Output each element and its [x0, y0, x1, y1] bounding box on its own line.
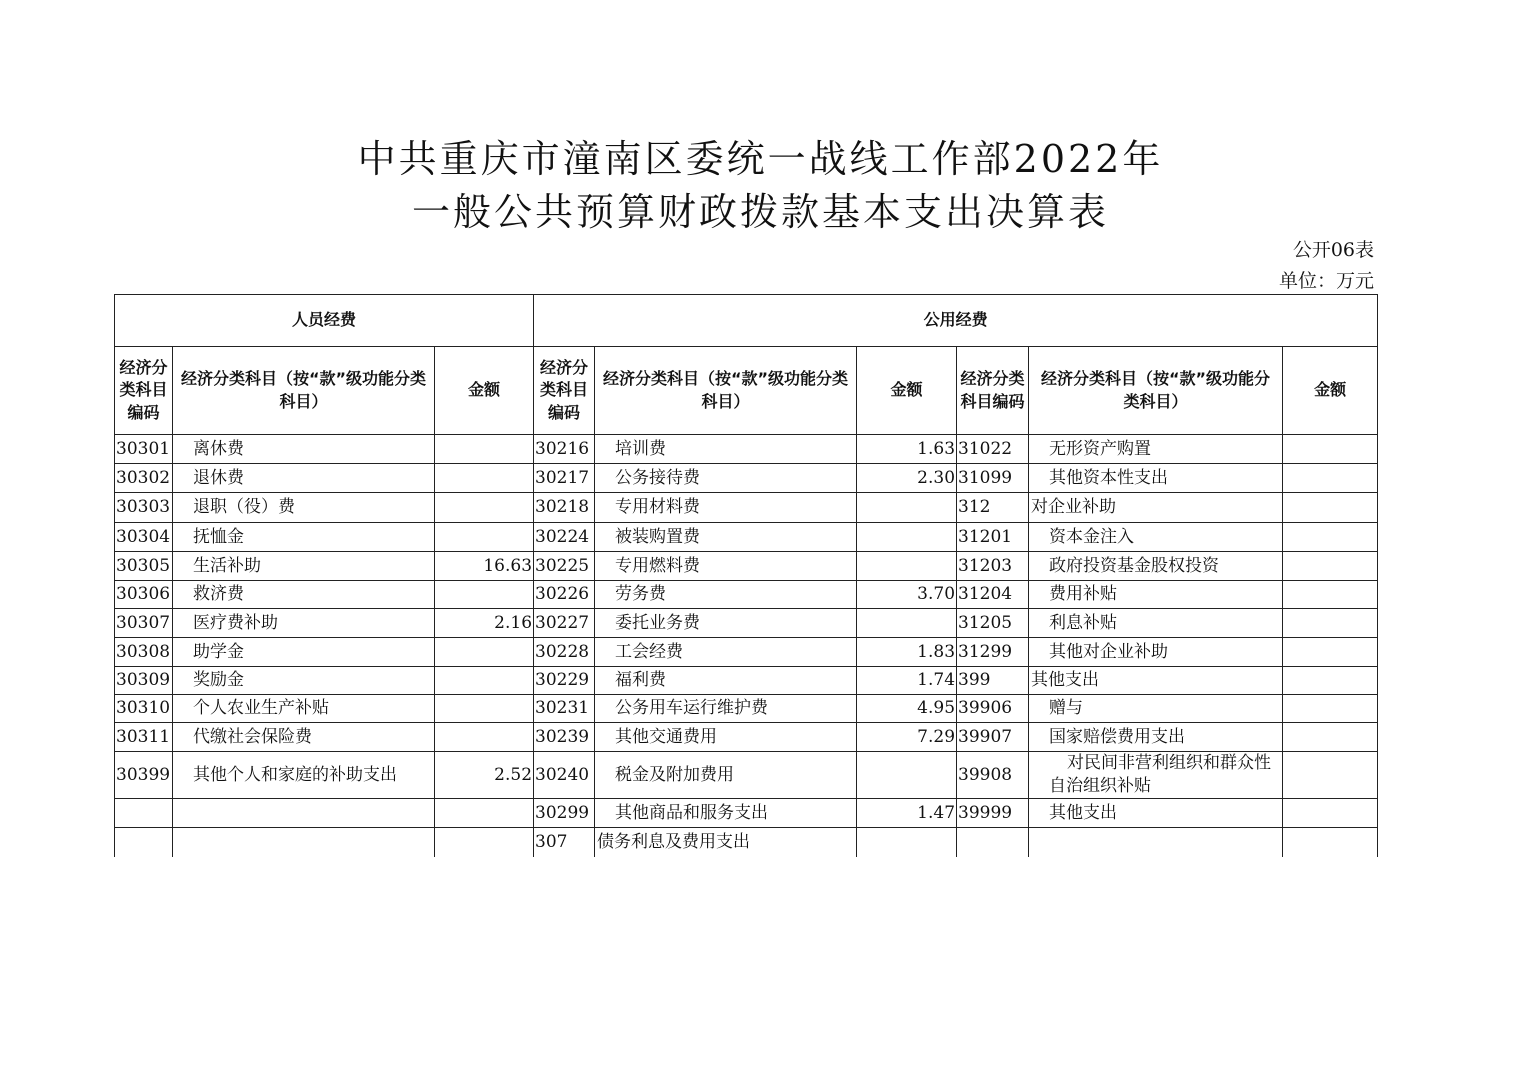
personnel-name-cell: 退职（役）费 [173, 493, 435, 523]
table-row [115, 723, 1378, 752]
public-a-code-cell: 30216 [534, 435, 595, 464]
public-b-code-cell: 31299 [957, 638, 1029, 667]
public-a-amount-cell: 1.83 [857, 638, 957, 667]
public-a-code-cell: 30217 [534, 464, 595, 493]
public-a-name-cell: 公务接待费 [595, 464, 857, 493]
public-a-amount-cell: 1.63 [857, 435, 957, 464]
public-b-amount-cell [1283, 609, 1378, 638]
amount-header: 金额 [857, 347, 957, 435]
personnel-code-cell [115, 828, 173, 857]
amount-header: 金额 [1283, 347, 1378, 435]
form-number: 公开06表 [1292, 239, 1374, 261]
personnel-name-cell: 抚恤金 [173, 523, 435, 552]
table-row [115, 799, 1378, 828]
personnel-amount-cell [435, 435, 534, 464]
personnel-amount-cell: 2.52 [435, 752, 534, 799]
public-a-code-cell: 307 [534, 828, 595, 857]
public-a-name-cell: 被装购置费 [595, 523, 857, 552]
public-a-amount-cell: 3.70 [857, 581, 957, 609]
table-row [115, 752, 1378, 799]
public-a-code-cell: 30228 [534, 638, 595, 667]
column-header-row [115, 347, 1378, 435]
personnel-code-cell: 30307 [115, 609, 173, 638]
table-row [115, 828, 1378, 857]
table-row [115, 552, 1378, 581]
public-a-code-cell: 30231 [534, 695, 595, 723]
personnel-name-cell: 救济费 [173, 581, 435, 609]
public-b-name-cell: 利息补贴 [1029, 609, 1283, 638]
public-a-code-cell: 30239 [534, 723, 595, 752]
public-a-amount-cell [857, 552, 957, 581]
public-b-name-cell: 对民间非营利组织和群众性自治组织补贴 [1029, 752, 1283, 799]
public-b-code-cell: 31205 [957, 609, 1029, 638]
public-b-code-cell: 39907 [957, 723, 1029, 752]
public-b-code-cell: 31203 [957, 552, 1029, 581]
public-b-amount-cell [1283, 552, 1378, 581]
personnel-amount-cell [435, 523, 534, 552]
code-header: 经济分类科目编码 [957, 347, 1029, 435]
public-a-code-cell: 30227 [534, 609, 595, 638]
public-b-name-cell: 其他支出 [1029, 799, 1283, 828]
public-b-code-cell: 31201 [957, 523, 1029, 552]
public-a-name-cell: 工会经费 [595, 638, 857, 667]
table-row [115, 464, 1378, 493]
personnel-name-cell: 代缴社会保险费 [173, 723, 435, 752]
personnel-code-cell: 30304 [115, 523, 173, 552]
public-a-code-cell: 30229 [534, 667, 595, 695]
public-a-name-cell: 专用材料费 [595, 493, 857, 523]
personnel-code-cell [115, 799, 173, 828]
personnel-code-cell: 30305 [115, 552, 173, 581]
report-title-line2: 一般公共预算财政拨款基本支出决算表 [411, 190, 1109, 234]
personnel-name-cell: 助学金 [173, 638, 435, 667]
name-header: 经济分类科目（按“款”级功能分类科目） [1029, 347, 1283, 435]
public-a-amount-cell [857, 752, 957, 799]
name-header: 经济分类科目（按“款”级功能分类科目） [173, 347, 435, 435]
public-a-amount-cell: 1.47 [857, 799, 957, 828]
group-header-row [115, 295, 1378, 347]
personnel-amount-cell [435, 464, 534, 493]
public-b-code-cell: 39906 [957, 695, 1029, 723]
public-a-name-cell: 其他商品和服务支出 [595, 799, 857, 828]
personnel-code-cell: 30309 [115, 667, 173, 695]
public-b-code-cell: 312 [957, 493, 1029, 523]
public-b-name-cell: 对企业补助 [1029, 493, 1283, 523]
public-b-name-cell: 其他对企业补助 [1029, 638, 1283, 667]
public-a-amount-cell [857, 828, 957, 857]
public-b-code-cell: 31204 [957, 581, 1029, 609]
personnel-amount-cell: 16.63 [435, 552, 534, 581]
personnel-name-cell: 奖励金 [173, 667, 435, 695]
public-b-name-cell: 国家赔偿费用支出 [1029, 723, 1283, 752]
table-row [115, 493, 1378, 523]
personnel-code-cell: 30399 [115, 752, 173, 799]
personnel-amount-cell [435, 723, 534, 752]
personnel-code-cell: 30310 [115, 695, 173, 723]
public-a-name-cell: 委托业务费 [595, 609, 857, 638]
personnel-group-header: 人员经费 [115, 295, 534, 347]
personnel-name-cell: 退休费 [173, 464, 435, 493]
public-b-name-cell: 其他资本性支出 [1029, 464, 1283, 493]
personnel-amount-cell [435, 799, 534, 828]
public-a-code-cell: 30224 [534, 523, 595, 552]
personnel-amount-cell [435, 638, 534, 667]
public-b-amount-cell [1283, 464, 1378, 493]
public-b-amount-cell [1283, 581, 1378, 609]
public-a-name-cell: 专用燃料费 [595, 552, 857, 581]
personnel-name-cell: 其他个人和家庭的补助支出 [173, 752, 435, 799]
personnel-code-cell: 30311 [115, 723, 173, 752]
public-b-amount-cell [1283, 523, 1378, 552]
public-b-name-cell [1029, 828, 1283, 857]
code-header: 经济分类科目编码 [534, 347, 595, 435]
public-a-amount-cell: 2.30 [857, 464, 957, 493]
public-a-amount-cell [857, 493, 957, 523]
personnel-amount-cell [435, 581, 534, 609]
public-a-code-cell: 30240 [534, 752, 595, 799]
public-a-name-cell: 其他交通费用 [595, 723, 857, 752]
table-row [115, 609, 1378, 638]
public-b-amount-cell [1283, 752, 1378, 799]
personnel-name-cell: 生活补助 [173, 552, 435, 581]
personnel-code-cell: 30303 [115, 493, 173, 523]
public-b-code-cell: 31099 [957, 464, 1029, 493]
public-a-code-cell: 30225 [534, 552, 595, 581]
report-title-line1: 中共重庆市潼南区委统一战线工作部2022年 [357, 137, 1164, 181]
personnel-code-cell: 30301 [115, 435, 173, 464]
public-a-amount-cell [857, 523, 957, 552]
personnel-amount-cell [435, 828, 534, 857]
personnel-name-cell [173, 799, 435, 828]
public-b-name-cell: 其他支出 [1029, 667, 1283, 695]
public-a-code-cell: 30226 [534, 581, 595, 609]
personnel-amount-cell: 2.16 [435, 609, 534, 638]
personnel-name-cell: 个人农业生产补贴 [173, 695, 435, 723]
personnel-name-cell: 离休费 [173, 435, 435, 464]
table-row [115, 581, 1378, 609]
personnel-code-cell: 30306 [115, 581, 173, 609]
public-a-amount-cell [857, 609, 957, 638]
public-a-name-cell: 福利费 [595, 667, 857, 695]
budget-table [114, 294, 1378, 857]
public-b-amount-cell [1283, 695, 1378, 723]
public-b-code-cell [957, 828, 1029, 857]
public-b-code-cell: 39908 [957, 752, 1029, 799]
public-b-amount-cell [1283, 435, 1378, 464]
personnel-code-cell: 30302 [115, 464, 173, 493]
table-row [115, 695, 1378, 723]
public-a-code-cell: 30299 [534, 799, 595, 828]
public-b-name-cell: 无形资产购置 [1029, 435, 1283, 464]
personnel-amount-cell [435, 667, 534, 695]
table-row [115, 435, 1378, 464]
public-group-header: 公用经费 [534, 295, 1378, 347]
public-a-name-cell: 培训费 [595, 435, 857, 464]
personnel-name-cell: 医疗费补助 [173, 609, 435, 638]
public-b-name-cell: 赠与 [1029, 695, 1283, 723]
public-b-amount-cell [1283, 638, 1378, 667]
public-a-name-cell: 公务用车运行维护费 [595, 695, 857, 723]
public-b-code-cell: 31022 [957, 435, 1029, 464]
personnel-amount-cell [435, 493, 534, 523]
personnel-name-cell [173, 828, 435, 857]
amount-header: 金额 [435, 347, 534, 435]
public-b-amount-cell [1283, 799, 1378, 828]
public-a-name-cell: 债务利息及费用支出 [595, 828, 857, 857]
public-a-code-cell: 30218 [534, 493, 595, 523]
table-row [115, 523, 1378, 552]
public-b-name-cell: 费用补贴 [1029, 581, 1283, 609]
personnel-code-cell: 30308 [115, 638, 173, 667]
public-b-amount-cell [1283, 667, 1378, 695]
name-header: 经济分类科目（按“款”级功能分类科目） [595, 347, 857, 435]
public-a-name-cell: 劳务费 [595, 581, 857, 609]
public-a-amount-cell: 7.29 [857, 723, 957, 752]
public-a-amount-cell: 1.74 [857, 667, 957, 695]
public-b-amount-cell [1283, 723, 1378, 752]
table-row [115, 638, 1378, 667]
code-header: 经济分类科目编码 [115, 347, 173, 435]
public-b-amount-cell [1283, 493, 1378, 523]
public-b-amount-cell [1283, 828, 1378, 857]
public-b-code-cell: 399 [957, 667, 1029, 695]
unit-label: 单位：万元 [1278, 270, 1374, 292]
personnel-amount-cell [435, 695, 534, 723]
public-b-code-cell: 39999 [957, 799, 1029, 828]
public-a-amount-cell: 4.95 [857, 695, 957, 723]
table-row [115, 667, 1378, 695]
public-b-name-cell: 政府投资基金股权投资 [1029, 552, 1283, 581]
public-b-name-cell: 资本金注入 [1029, 523, 1283, 552]
public-a-name-cell: 税金及附加费用 [595, 752, 857, 799]
